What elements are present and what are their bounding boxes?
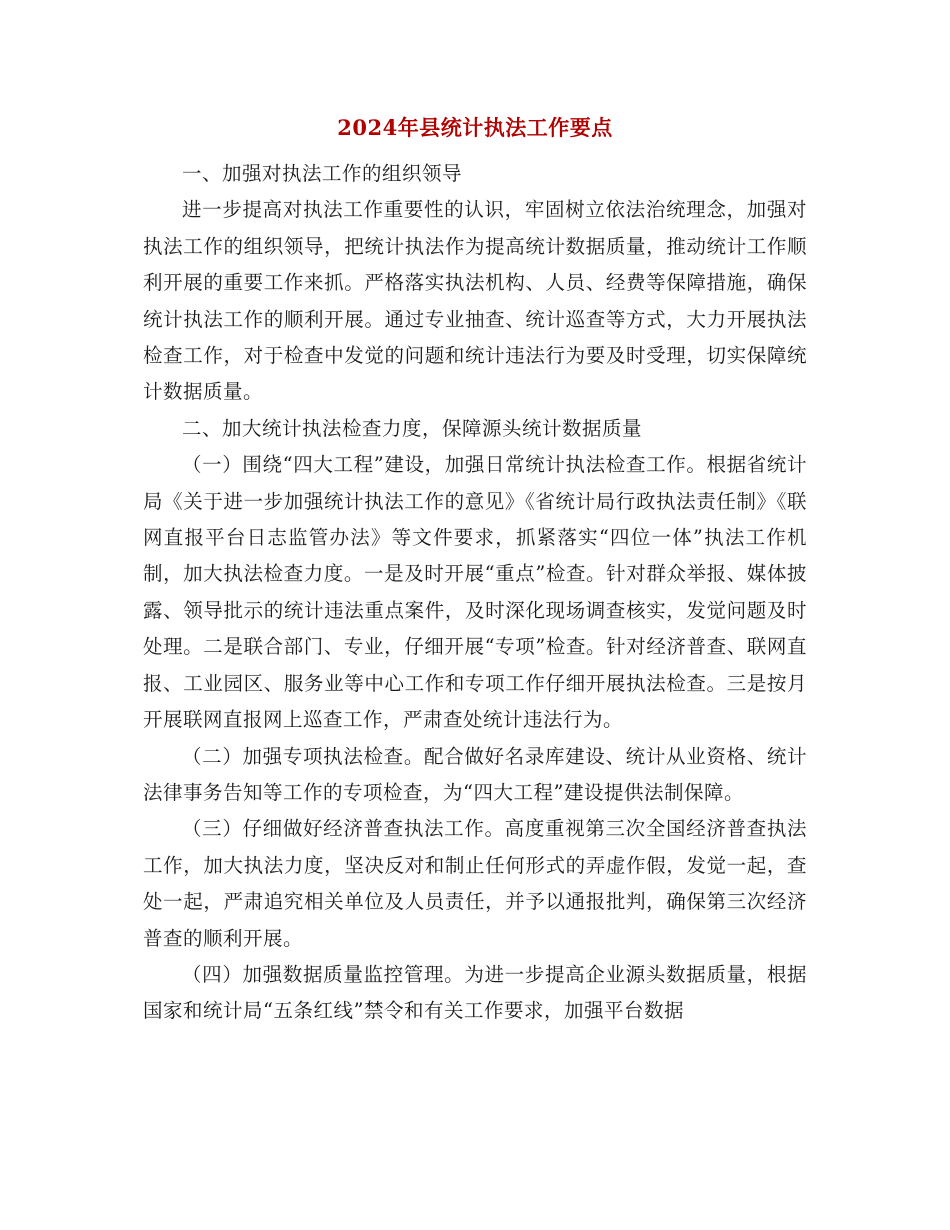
paragraph: （四）加强数据质量监控管理。为进一步提高企业源头数据质量，根据国家和统计局“五条红线”禁令和有关工作要求，加强平台数据: [143, 962, 807, 1023]
paragraph: 进一步提高对执法工作重要性的认识，牢固树立依法治统理念，加强对执法工作的组织领导，把统计执法作为提高统计数据质量，推动统计工作顺利开展的重要工作来抓。严格落实执法机构、人员、经费等保障措施，确保统计执法工作的顺利开展。通过专业抽查、统计巡查等方式，大力开展执法检查工作，对于检查中发觉的问题和统计违法行为要及时受理，切实保障统计数据质量。: [143, 198, 807, 404]
document-title: 2024年县统计执法工作要点: [337, 115, 613, 140]
paragraph: （二）加强专项执法检查。配合做好名录库建设、统计从业资格、统计法律事务告知等工作的专项检查，为“四大工程”建设提供法制保障。: [143, 744, 807, 804]
paragraph: （一）围绕“四大工程”建设，加强日常统计执法检查工作。根据省统计局《关于进一步加强统计执法工作的意见》《省统计局行政执法责任制》《联网直报平台日志监管办法》等文件要求，抓紧落实“四位一体”执法工作机制，加大执法检查力度。一是及时开展“重点”检查。针对群众举报、媒体披露、领导批示的统计违法重点案件，及时深化现场调查核实，发觉问题及时处理。二是联合部门、专业，仔细开展“专项”检查。针对经济普查、联网直报、工业园区、服务业等中心工作和专项工作仔细开展执法检查。三是按月开展联网直报网上巡查工作，严肃查处统计违法行为。: [143, 453, 807, 732]
section-heading-1: 一、加强对执法工作的组织领导: [182, 162, 463, 185]
paragraph: （三）仔细做好经济普查执法工作。高度重视第三次全国经济普查执法工作，加大执法力度，坚决反对和制止任何形式的弄虚作假，发觉一起，查处一起，严肃追究相关单位及人员责任，并予以通报批判，确保第三次经济普查的顺利开展。: [143, 817, 807, 950]
section-heading-2: 二、加大统计执法检查力度，保障源头统计数据质量: [182, 416, 643, 440]
document-body: [143, 156, 807, 1030]
